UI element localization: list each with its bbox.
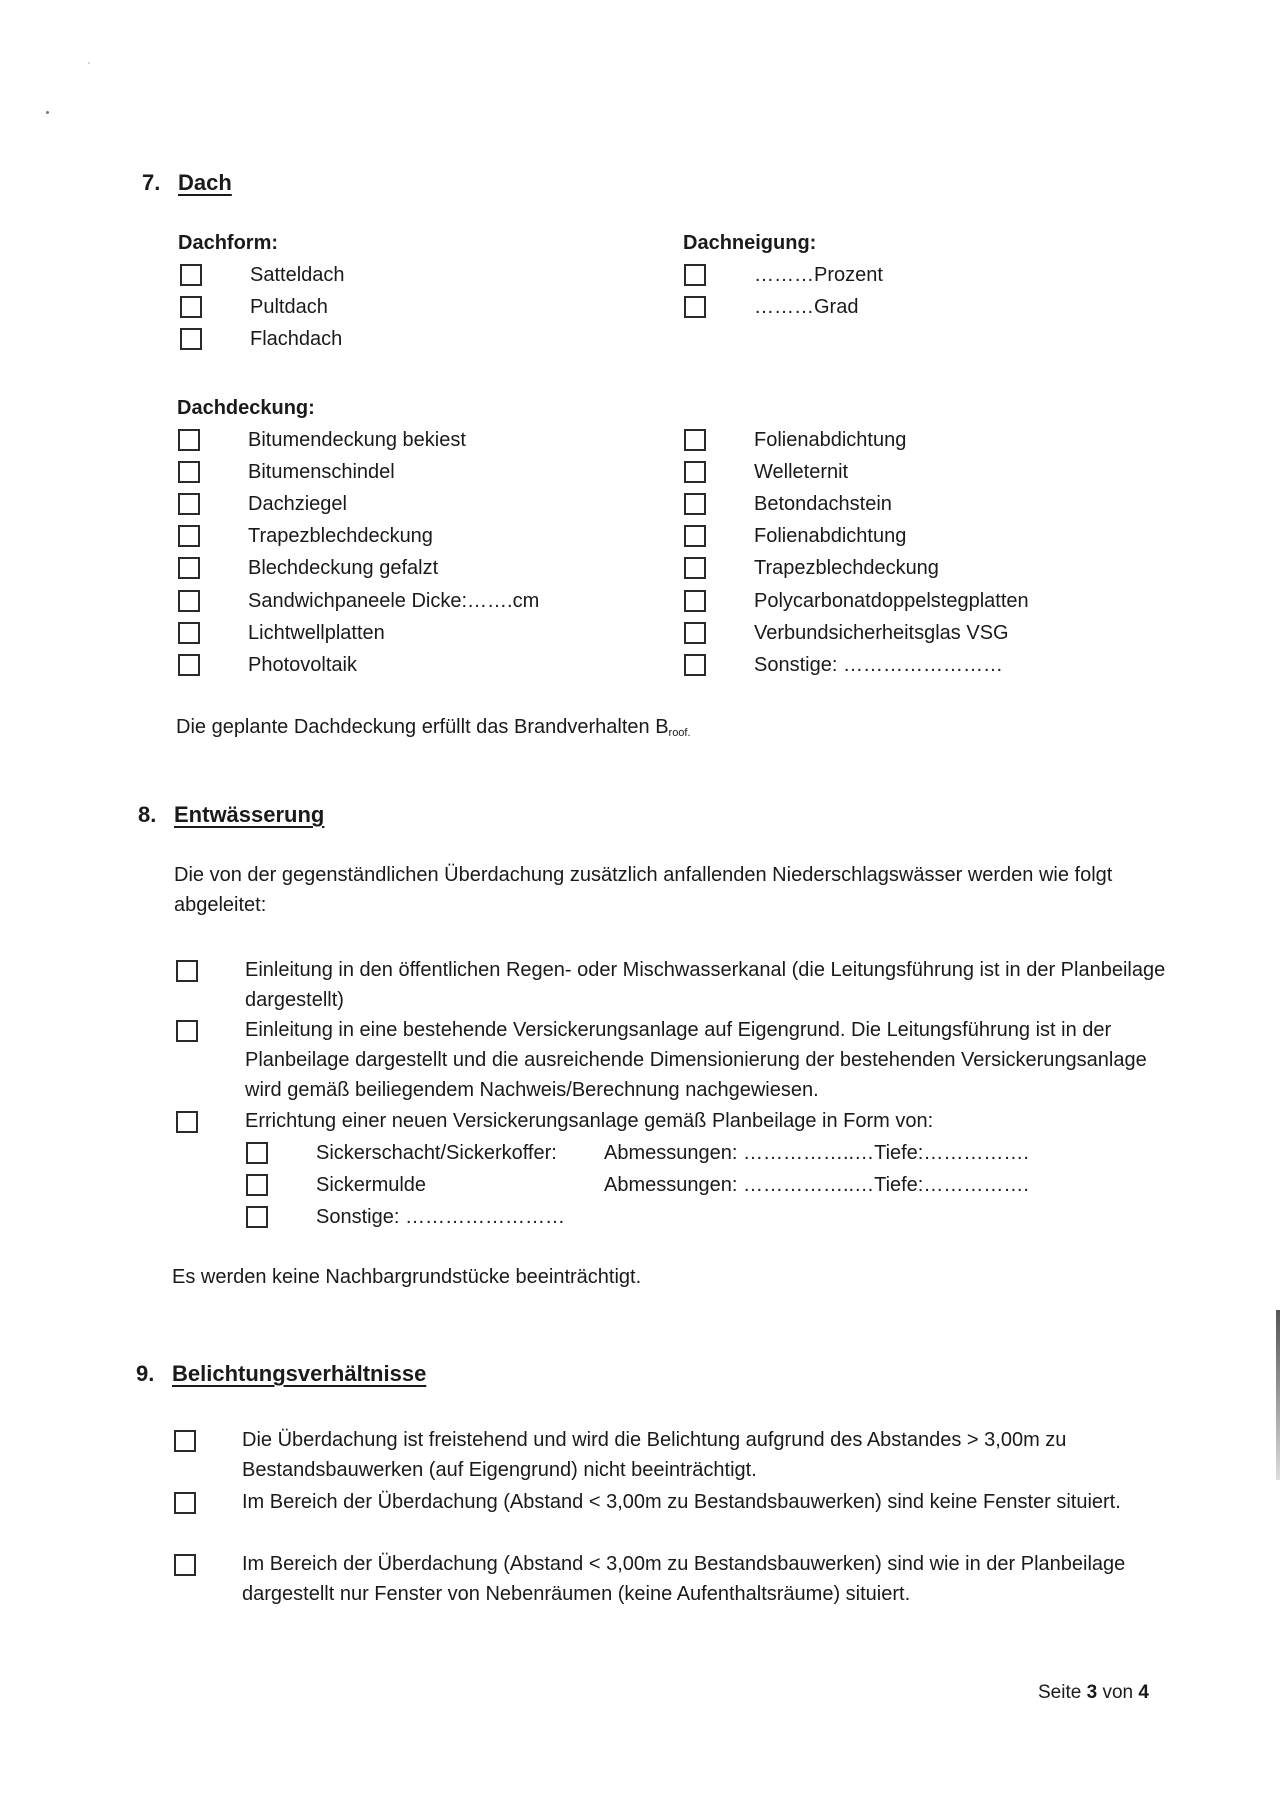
checkbox[interactable] — [180, 328, 202, 350]
section-8-heading — [138, 802, 324, 828]
sub-option-label: Sonstige: …………………… — [316, 1206, 565, 1228]
section-title: Entwässerung — [174, 802, 325, 827]
checkbox[interactable] — [684, 493, 706, 515]
page-number — [1038, 1682, 1149, 1704]
scan-speck — [46, 111, 49, 114]
section-8-closing: Es werden keine Nachbargrundstücke beeinträchtigt. — [172, 1266, 642, 1288]
checkbox[interactable] — [684, 296, 706, 318]
brandverhalten-note — [176, 712, 691, 748]
checkbox[interactable] — [246, 1174, 268, 1196]
checkbox[interactable] — [176, 1020, 198, 1042]
option-label: Trapezblechdeckung — [248, 525, 433, 547]
checkbox[interactable] — [684, 654, 706, 676]
note-text: Die geplante Dachdeckung erfüllt das Brandverhalten B — [176, 716, 669, 738]
option-label: Dachziegel — [248, 493, 347, 515]
checkbox[interactable] — [684, 590, 706, 612]
section-number: 9. — [136, 1361, 155, 1386]
option-label: Verbundsicherheitsglas VSG — [754, 622, 1009, 644]
scan-edge-shadow — [1276, 1310, 1280, 1480]
sub-option-label: Sickermulde — [316, 1174, 427, 1196]
checkbox-bestehend[interactable] — [176, 1017, 198, 1039]
option-bestehend: Einleitung in eine bestehende Versickerungsanlage auf Eigengrund. Die Leitungsführung ist in der Planbeilage dargestellt und die ausreichende Dimensionierung der bestehenden Versickerungsanlage wird gemäß beiliegendem Nachweis/Berechnung nachgewiesen. — [245, 1019, 1147, 1101]
section-9-heading — [136, 1361, 426, 1387]
page-total: 4 — [1138, 1682, 1149, 1703]
checkbox[interactable] — [684, 461, 706, 483]
checkbox[interactable] — [246, 1142, 268, 1164]
option-neu: Errichtung einer neuen Versickerungsanlage gemäß Planbeilage in Form von: — [245, 1110, 934, 1132]
checkbox-keine-fenster[interactable] — [174, 1489, 196, 1511]
note-subscript: roof. — [668, 727, 691, 739]
checkbox[interactable] — [176, 960, 198, 982]
option-label: ………Prozent — [754, 264, 883, 286]
checkbox-kanal[interactable] — [176, 957, 198, 979]
option-label: Polycarbonatdoppelstegplatten — [754, 590, 1029, 612]
checkbox[interactable] — [246, 1206, 268, 1228]
option-label: Betondachstein — [754, 493, 892, 515]
section-7-heading — [142, 170, 232, 196]
option-label: Photovoltaik — [248, 654, 357, 676]
option-label: ………Grad — [754, 296, 859, 318]
option-kanal: Einleitung in den öffentlichen Regen- oder Mischwasserkanal (die Leitungsführung ist in der Planbeilage dargestellt) — [245, 959, 1166, 1011]
checkbox[interactable] — [178, 654, 200, 676]
option-label: Bitumendeckung bekiest — [248, 429, 466, 451]
sub-option-label: Sickerschacht/Sickerkoffer: — [316, 1142, 557, 1164]
page-middle: von — [1102, 1682, 1134, 1703]
option-keine-fenster: Im Bereich der Überdachung (Abstand < 3,00m zu Bestandsbauwerken) sind keine Fenster situiert. — [242, 1491, 1121, 1513]
checkbox[interactable] — [178, 493, 200, 515]
option-label: Pultdach — [250, 296, 328, 318]
section-number: 7. — [142, 170, 161, 195]
option-label: Lichtwellplatten — [248, 622, 385, 644]
option-label: Sonstige: …………………… — [754, 654, 1003, 676]
section-title: Dach — [178, 170, 232, 195]
checkbox[interactable] — [180, 296, 202, 318]
checkbox[interactable] — [684, 525, 706, 547]
checkbox[interactable] — [684, 264, 706, 286]
checkbox[interactable] — [180, 264, 202, 286]
checkbox[interactable] — [178, 525, 200, 547]
scan-speck — [88, 62, 90, 64]
checkbox-neu[interactable] — [176, 1108, 198, 1130]
dachneigung-label: Dachneigung: — [683, 232, 817, 254]
section-title: Belichtungsverhältnisse — [172, 1361, 427, 1386]
checkbox[interactable] — [178, 461, 200, 483]
option-label: Sandwichpaneele Dicke:…….cm — [248, 590, 540, 612]
option-label: Folienabdichtung — [754, 525, 907, 547]
option-label: Flachdach — [250, 328, 343, 350]
option-label: Welleternit — [754, 461, 849, 483]
checkbox[interactable] — [684, 557, 706, 579]
option-label: Satteldach — [250, 264, 345, 286]
dimensions-field[interactable]: Abmessungen: ……………..…Tiefe:……………. — [604, 1142, 1029, 1164]
option-label: Folienabdichtung — [754, 429, 907, 451]
option-label: Trapezblechdeckung — [754, 557, 939, 579]
dachform-label: Dachform: — [178, 232, 279, 254]
checkbox[interactable] — [178, 590, 200, 612]
dimensions-field[interactable]: Abmessungen: ……………..…Tiefe:……………. — [604, 1174, 1029, 1196]
section-8-intro: Die von der gegenständlichen Überdachung zusätzlich anfallenden Niederschlagswässer werden wie folgt abgeleitet: — [174, 864, 1113, 916]
dachdeckung-label: Dachdeckung: — [177, 397, 315, 419]
section-number: 8. — [138, 802, 157, 827]
checkbox[interactable] — [174, 1430, 196, 1452]
checkbox[interactable] — [684, 429, 706, 451]
option-freistehend: Die Überdachung ist freistehend und wird die Belichtung aufgrund des Abstandes > 3,00m zu Bestandsbauwerken (auf Eigengrund) nicht beeinträchtigt. — [242, 1429, 1067, 1481]
page-current: 3 — [1086, 1682, 1098, 1703]
checkbox[interactable] — [174, 1492, 196, 1514]
checkbox[interactable] — [176, 1111, 198, 1133]
checkbox-freistehend[interactable] — [174, 1427, 196, 1449]
checkbox[interactable] — [178, 622, 200, 644]
option-label: Bitumenschindel — [248, 461, 395, 483]
checkbox-nebenraeume[interactable] — [174, 1551, 196, 1573]
checkbox[interactable] — [178, 429, 200, 451]
checkbox[interactable] — [684, 622, 706, 644]
option-nebenraeume: Im Bereich der Überdachung (Abstand < 3,00m zu Bestandsbauwerken) sind wie in der Planbeilage dargestellt nur Fenster von Nebenräumen (keine Aufenthaltsräume) situiert. — [242, 1553, 1126, 1605]
page-prefix: Seite — [1038, 1682, 1082, 1703]
checkbox[interactable] — [174, 1554, 196, 1576]
checkbox[interactable] — [178, 557, 200, 579]
option-label: Blechdeckung gefalzt — [248, 557, 439, 579]
